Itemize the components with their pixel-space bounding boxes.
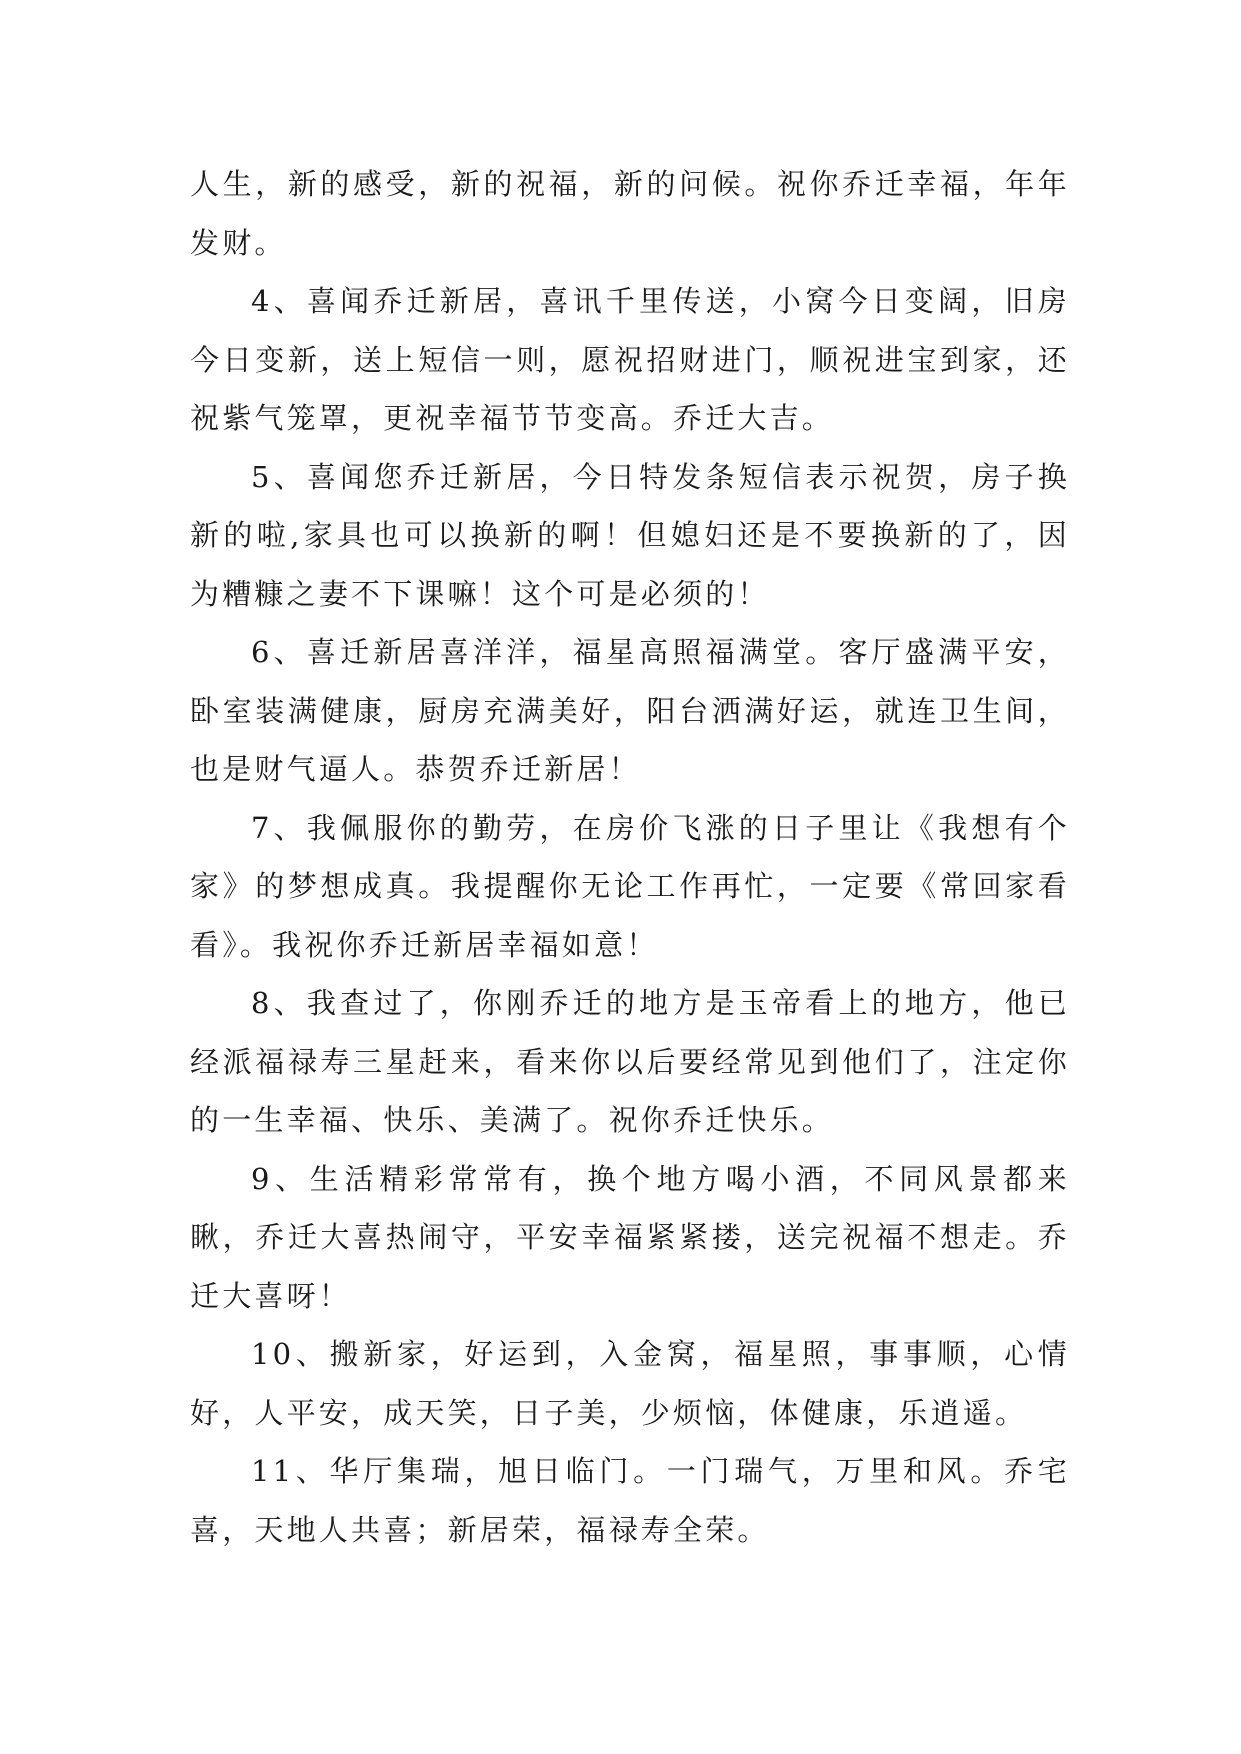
paragraph-item-10: 10、搬新家，好运到，入金窝，福星照，事事顺，心情好，人平安，成天笑，日子美，少烦恼，体健康，乐逍遥。	[190, 1337, 1070, 1430]
document-body	[190, 155, 1070, 1559]
paragraph-item-6: 6、喜迁新居喜洋洋，福星高照福满堂。客厅盛满平安，卧室装满健康，厨房充满美好，阳台洒满好运，就连卫生间，也是财气逼人。恭贺乔迁新居！	[190, 635, 1070, 786]
paragraph-item-8: 8、我查过了，你刚乔迁的地方是玉帝看上的地方，他已经派福禄寿三星赶来，看来你以后要经常见到他们了，注定你的一生幸福、快乐、美满了。祝你乔迁快乐。	[190, 986, 1070, 1137]
paragraph-item-4: 4、喜闻乔迁新居，喜讯千里传送，小窝今日变阔，旧房今日变新，送上短信一则，愿祝招财进门，顺祝进宝到家，还祝紫气笼罩，更祝幸福节节变高。乔迁大吉。	[190, 284, 1070, 435]
paragraph-item-7: 7、我佩服你的勤劳，在房价飞涨的日子里让《我想有个家》的梦想成真。我提醒你无论工作再忙，一定要《常回家看看》。我祝你乔迁新居幸福如意！	[190, 810, 1070, 962]
paragraph-item-11: 11、华厅集瑞，旭日临门。一门瑞气，万里和风。乔宅喜，天地人共喜；新居荣，福禄寿全荣。	[190, 1454, 1070, 1547]
paragraph-item-5: 5、喜闻您乔迁新居，今日特发条短信表示祝贺，房子换新的啦,家具也可以换新的啊！但媳妇还是不要换新的了，因为糟糠之妻不下课嘛！这个可是必须的！	[190, 459, 1070, 611]
paragraph-item-9: 9、生活精彩常常有，换个地方喝小酒，不同风景都来瞅，乔迁大喜热闹守，平安幸福紧紧搂，送完祝福不想走。乔迁大喜呀！	[190, 1161, 1070, 1313]
paragraph-continuation: 人生，新的感受，新的祝福，新的问候。祝你乔迁幸福，年年发财。	[190, 167, 1070, 260]
